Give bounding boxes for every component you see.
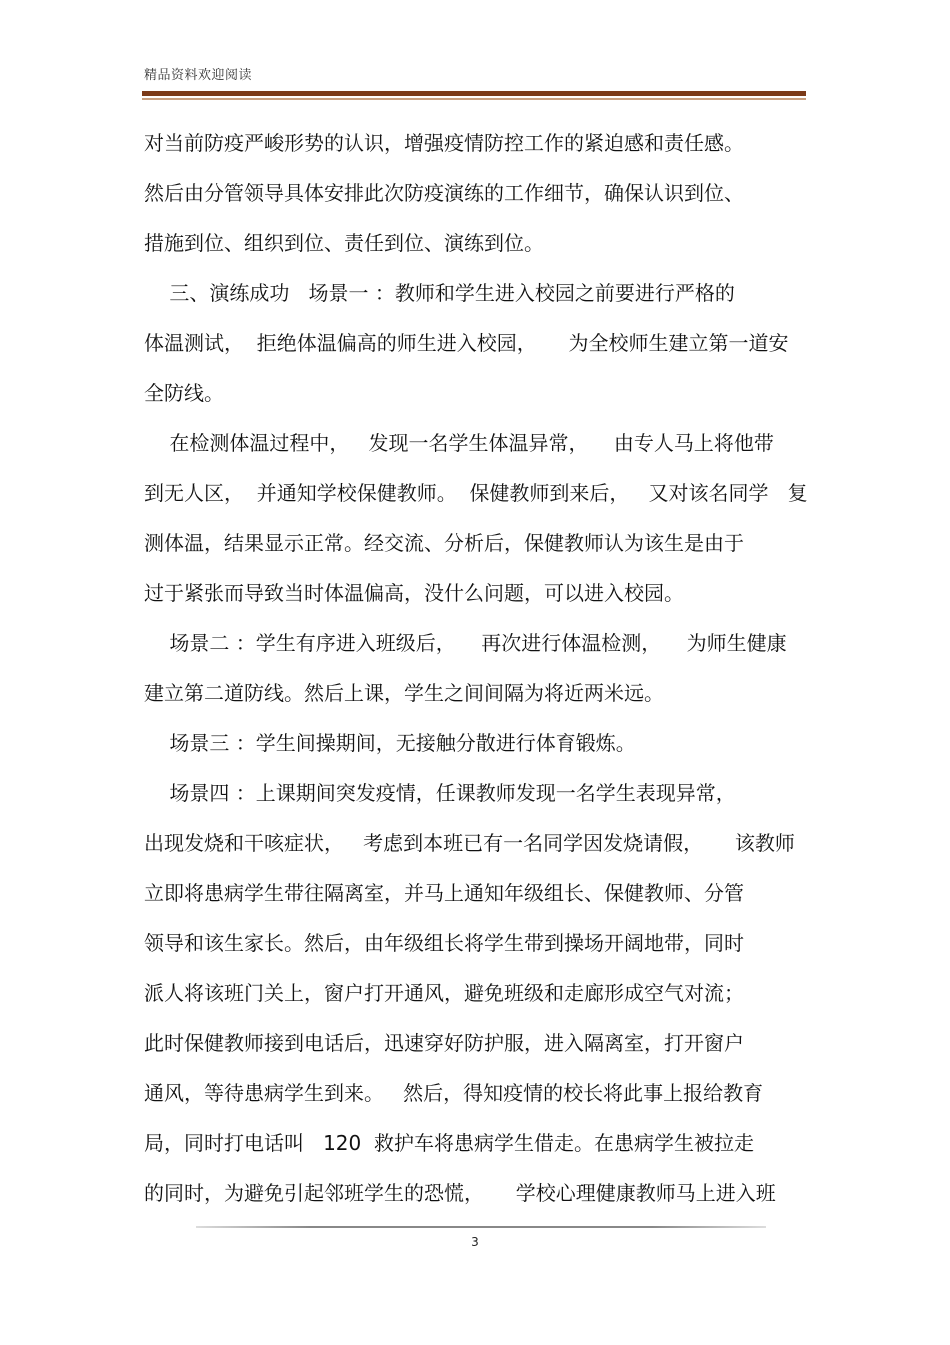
text-line: 在检测体温过程中， 发现一名学生体温异常， 由专人马上将他带 [144,431,774,455]
body-text [144,118,814,1218]
text-line: 建立第二道防线。然后上课，学生之间间隔为将近两米远。 [144,681,664,705]
text-line: 立即将患病学生带往隔离室，并马上通知年级组长、保健教师、分管 [144,881,744,905]
text-line: 过于紧张而导致当时体温偏高，没什么问题，可以进入校园。 [144,581,684,605]
text-line: 措施到位、组织到位、责任到位、演练到位。 [144,231,544,255]
text-line: 的同时，为避免引起邻班学生的恐慌， 学校心理健康教师马上进入班 [144,1181,776,1205]
text-line: 领导和该生家长。然后，由年级组长将学生带到操场开阔地带，同时 [144,931,744,955]
text-line: 然后由分管领导具体安排此次防疫演练的工作细节，确保认识到位、 [144,181,744,205]
page-header: 精品资料欢迎阅读 [144,68,253,83]
header-rule-thick [142,91,806,96]
text-line: 场景四 ：上课期间突发疫情，任课教师发现一名学生表现异常， [144,781,736,805]
text-line: 派人将该班门关上，窗户打开通风，避免班级和走廊形成空气对流； [144,981,744,1005]
text-line: 全防线。 [144,381,224,405]
page-number: 3 [471,1235,479,1249]
text-line: 三、演练成功 场景一 ：教师和学生进入校园之前要进行严格的 [144,281,735,305]
text-line: 出现发烧和干咳症状， 考虑到本班已有一名同学因发烧请假， 该教师 [144,831,795,855]
text-line: 局，同时打电话叫 120 救护车将患病学生借走。在患病学生被拉走 [144,1131,754,1155]
text-line: 场景二 ：学生有序进入班级后， 再次进行体温检测， 为师生健康 [144,631,787,655]
text-line: 到无人区， 并通知学校保健教师。 保健教师到来后， 又对该名同学 复 [144,481,808,505]
text-line: 通风，等待患病学生到来。 然后，得知疫情的校长将此事上报给教育 [144,1081,764,1105]
text-line: 对当前防疫严峻形势的认识，增强疫情防控工作的紧迫感和责任感。 [144,131,744,155]
text-line: 测体温，结果显示正常。经交流、分析后，保健教师认为该生是由于 [144,531,744,555]
text-line: 场景三 ：学生间操期间，无接触分散进行体育锻炼。 [144,731,636,755]
header-rule-thin [142,98,806,100]
text-line: 体温测试， 拒绝体温偏高的师生进入校园， 为全校师生建立第一道安 [144,331,789,355]
footer-rule [196,1226,766,1228]
text-line: 此时保健教师接到电话后，迅速穿好防护服，进入隔离室，打开窗户 [144,1031,744,1055]
